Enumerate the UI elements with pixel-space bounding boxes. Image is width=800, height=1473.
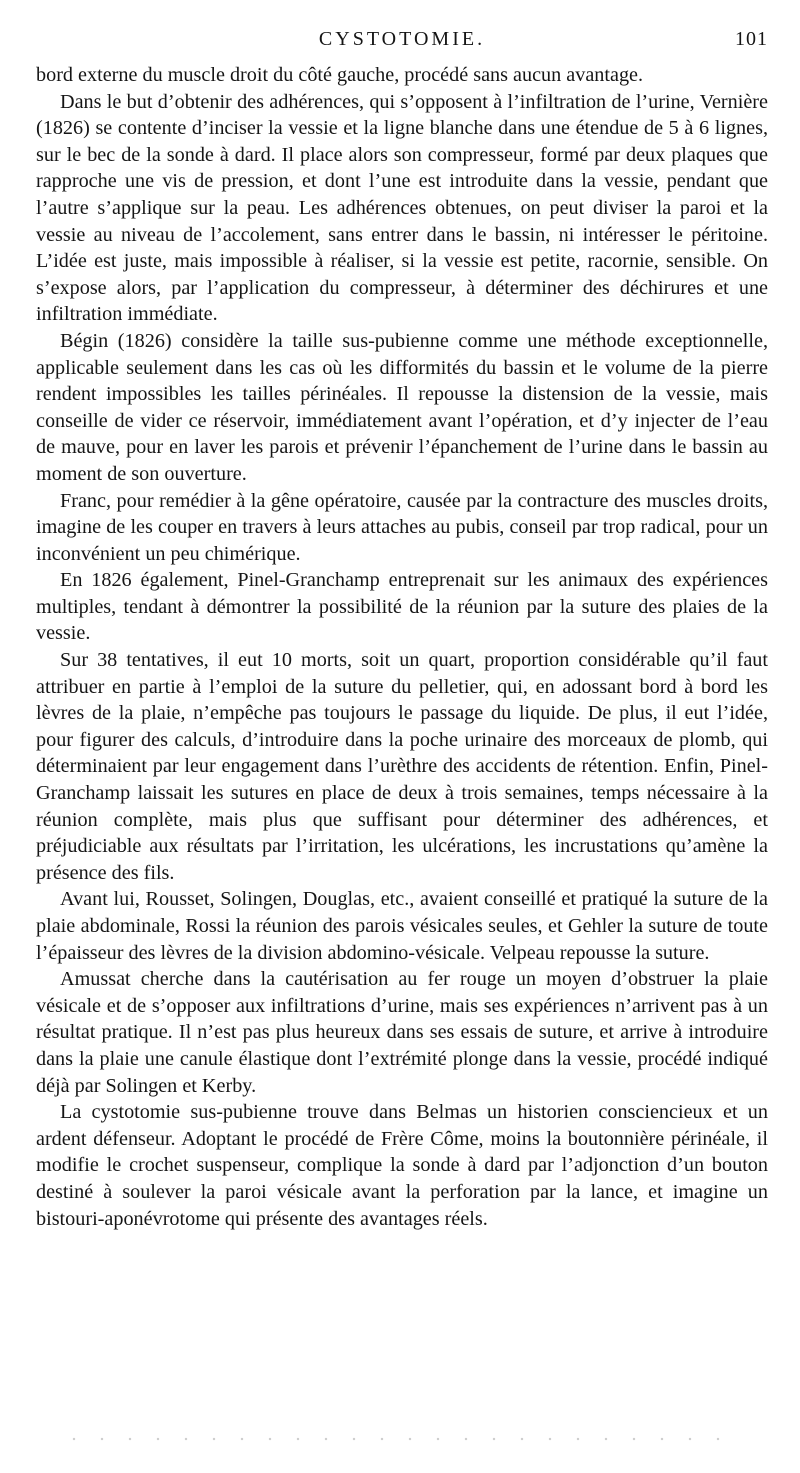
paragraph-avant-lui: Avant lui, Rousset, Solingen, Douglas, etc., avaient conseillé et pratiqué la suture de la plaie abdominale, Rossi la réunion des parois vésicales seules, et Gehler la suture de toute l’épaisseur des lèvres de la division abdomino-vésicale. Velpeau repousse la suture.: [36, 888, 768, 964]
paragraph-verniere: Dans le but d’obtenir des adhérences, qui s’opposent à l’infiltration de l’urine, Vernière (1826) se contente d’inciser la vessie et la ligne blanche dans une étendue de 5 à 6 lignes, sur le bec de la sonde à dard. Il place alors son compresseur, formé par deux plaques que rapproche une vis de pression, et dont l’une est introduite dans la vessie, pendant que l’autre s’applique sur la peau. Les adhérences obtenues, on peut diviser la paroi et la vessie au niveau de l’accolement, sans entrer dans le bassin, ni intéresser le péritoine. L’idée est juste, mais impossible à réaliser, si la vessie est petite, racornie, sensible. On s’expose alors, par l’application du compresseur, à déterminer des déchirures et une infiltration immédiate.: [36, 90, 768, 326]
chapter-title: CYSTOTOMIE.: [318, 28, 486, 50]
running-head: [36, 28, 768, 62]
paragraph-pinel-granchamp: En 1826 également, Pinel-Granchamp entreprenait sur les animaux des expériences multiples, tendant à démontrer la possibilité de la réunion par la suture des plaies de la vessie.: [36, 569, 768, 645]
bleed-through-specks: [60, 1436, 740, 1442]
paragraph-tentatives: Sur 38 tentatives, il eut 10 morts, soit un quart, proportion considérable qu’il faut attribuer en partie à l’emploi de la suture du pelletier, qui, en adossant bord à bord les lèvres de la plaie, n’empêche pas toujours le passage du liquide. De plus, il eut l’idée, pour figurer des calculs, d’introduire dans la poche urinaire des morceaux de plomb, qui déterminaient par leur engagement dans l’urèthre des accidents de rétention. Enfin, Pinel-Granchamp laissait les sutures en place de deux à trois semaines, temps nécessaire à la réunion complète, mais plus que suffisant pour déterminer des adhérences, et préjudiciable aux résultats par l’irritation, les ulcérations, les incrustations qu’amène la présence des fils.: [36, 649, 768, 884]
book-page: [36, 28, 768, 1232]
paragraph-amussat: Amussat cherche dans la cautérisation au fer rouge un moyen d’obstruer la plaie vésicale et de s’opposer aux infiltrations d’urine, mais ses expériences n’arrivent pas à un résultat pratique. Il n’est pas plus heureux dans ses essais de suture, et arrive à introduire dans la plaie une canule élastique dont l’extrémité plonge dans la vessie, procédé indiqué déjà par Solingen et Kerby.: [36, 968, 768, 1097]
body-text: [36, 62, 768, 1232]
page-number: 101: [735, 28, 768, 50]
paragraph-franc: Franc, pour remédier à la gêne opératoire, causée par la contracture des muscles droits, imagine de les couper en travers à leurs attaches au pubis, conseil par trop radical, pour un inconvénient un peu chimérique.: [36, 489, 768, 565]
paragraph-begin: Bégin (1826) considère la taille sus-pubienne comme une méthode exceptionnelle, applicable seulement dans les cas où les difformités du bassin et le volume de la pierre rendent impossibles les tailles périnéales. Il repousse la distension de la vessie, mais conseille de vider ce réservoir, immédiatement avant l’opération, et d’y injecter de l’eau de mauve, pour en laver les parois et prévenir l’épanchement de l’urine dans le bassin au moment de son ouverture.: [36, 329, 768, 485]
paragraph-belmas: La cystotomie sus-pubienne trouve dans Belmas un historien consciencieux et un ardent défenseur. Adoptant le procédé de Frère Côme, moins la boutonnière périnéale, il modifie le crochet suspenseur, complique la sonde à dard par l’adjonction d’un bouton destiné à soulever la paroi vésicale avant la perforation par la lance, et imagine un bistouri-aponévrotome qui présente des avantages réels.: [36, 1101, 768, 1230]
paragraph-continued: bord externe du muscle droit du côté gauche, procédé sans aucun avantage.: [36, 64, 644, 86]
